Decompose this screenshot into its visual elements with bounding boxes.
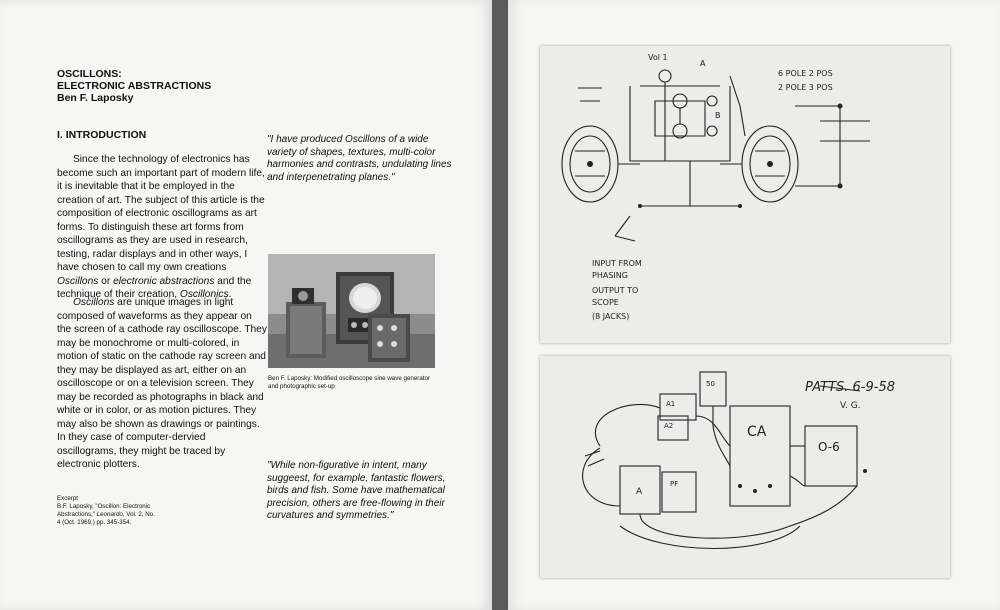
oscilloscope-photo <box>268 254 435 368</box>
author-name: Ben F. Laposky <box>57 92 134 104</box>
title-line-1: OSCILLONS: <box>57 68 122 80</box>
sketch-date-note: PATTS. 6-9-58 <box>805 380 896 395</box>
book-gutter <box>492 0 508 610</box>
box-label-50: 50 <box>706 380 715 388</box>
box-label-ca: CA <box>747 424 767 440</box>
article-title <box>57 68 211 104</box>
box-label-a2: A2 <box>664 422 674 430</box>
pull-quote-2: "While non-figurative in intent, many suggeest, for example, fantastic flowers, birds and fish. Some have mathematical precision, others are free-flowing in their curvatures and symmetries." <box>267 460 446 521</box>
photo-caption: Ben F. Laposky: Modified oscilloscope sine wave generator and photographic set-up <box>268 375 430 390</box>
pull-quote-1: "I have produced Oscillons of a wide variety of shapes, textures, multi-color harmonies and contrasts, undulating lines and interpenetrating planes." <box>267 134 452 183</box>
paragraph-2: Oscillons are unique images in light composed of waveforms as they appear on the screen of a cathode ray oscilloscope. They may be monochrome or multi-colored, in motion of static on the cathode ray screen and they may be displayed as art, either on an oscilloscope or on a television screen. They may be recorded as photographs in black and white or in color, or as motion pictures. They may also be shown as drawings or paintings. In they case of computer-dervied oscillograms, they might be traced by electronic plotters. <box>57 297 267 470</box>
paragraph-1: Since the technology of electronics has become such an important part of modern life, it is inevitable that it be employed in the creation of art. The subject of this article is the composition of electronic oscillograms as art forms. To distinguish these art forms from oscillograms as they are used in research, testing, radar displays and in other ways, I have chosen to call my own creations Oscillons or electronic abstractions and the technique of their creation, Oscillonics. <box>57 154 265 300</box>
sketch-label-b: B <box>715 111 721 120</box>
sketch-label-a: A <box>700 59 706 68</box>
sketch-sub-note: V. G. <box>840 401 861 411</box>
sketch-note-left-3: OUTPUT TO <box>592 286 639 295</box>
sketch-label-vol: Vol 1 <box>648 53 668 62</box>
box-label-a: A <box>636 487 643 497</box>
sketch-note-right-1: 6 POLE 2 POS <box>778 69 833 78</box>
box-label-a1: A1 <box>666 400 676 408</box>
excerpt-label: Excerpt <box>57 495 78 502</box>
left-page <box>0 0 492 610</box>
sketch-note-left-4: SCOPE <box>592 298 619 307</box>
box-label-pf: PF <box>670 480 679 488</box>
sketch-note-left-2: PHASING <box>592 271 628 280</box>
right-page <box>508 0 1000 610</box>
section-heading: I. INTRODUCTION <box>57 129 147 141</box>
box-label-o6: O-6 <box>818 440 840 454</box>
circuit-sketch-top <box>540 46 950 343</box>
title-line-2: ELECTRONIC ABSTRACTIONS <box>57 80 212 92</box>
excerpt-reference: B.F. Laposky, "Oscillon: Electronic Abstractions," Leonardo, Vol. 2, No. 4 (Oct. 1969.) pp. 345-354. <box>57 503 155 526</box>
sketch-note-left-1: INPUT FROM <box>592 259 642 268</box>
wiring-sketch-bottom <box>540 356 950 578</box>
sketch-note-left-5: (8 JACKS) <box>592 312 630 321</box>
excerpt-note <box>57 495 157 527</box>
sketch-note-right-2: 2 POLE 3 POS <box>778 83 833 92</box>
